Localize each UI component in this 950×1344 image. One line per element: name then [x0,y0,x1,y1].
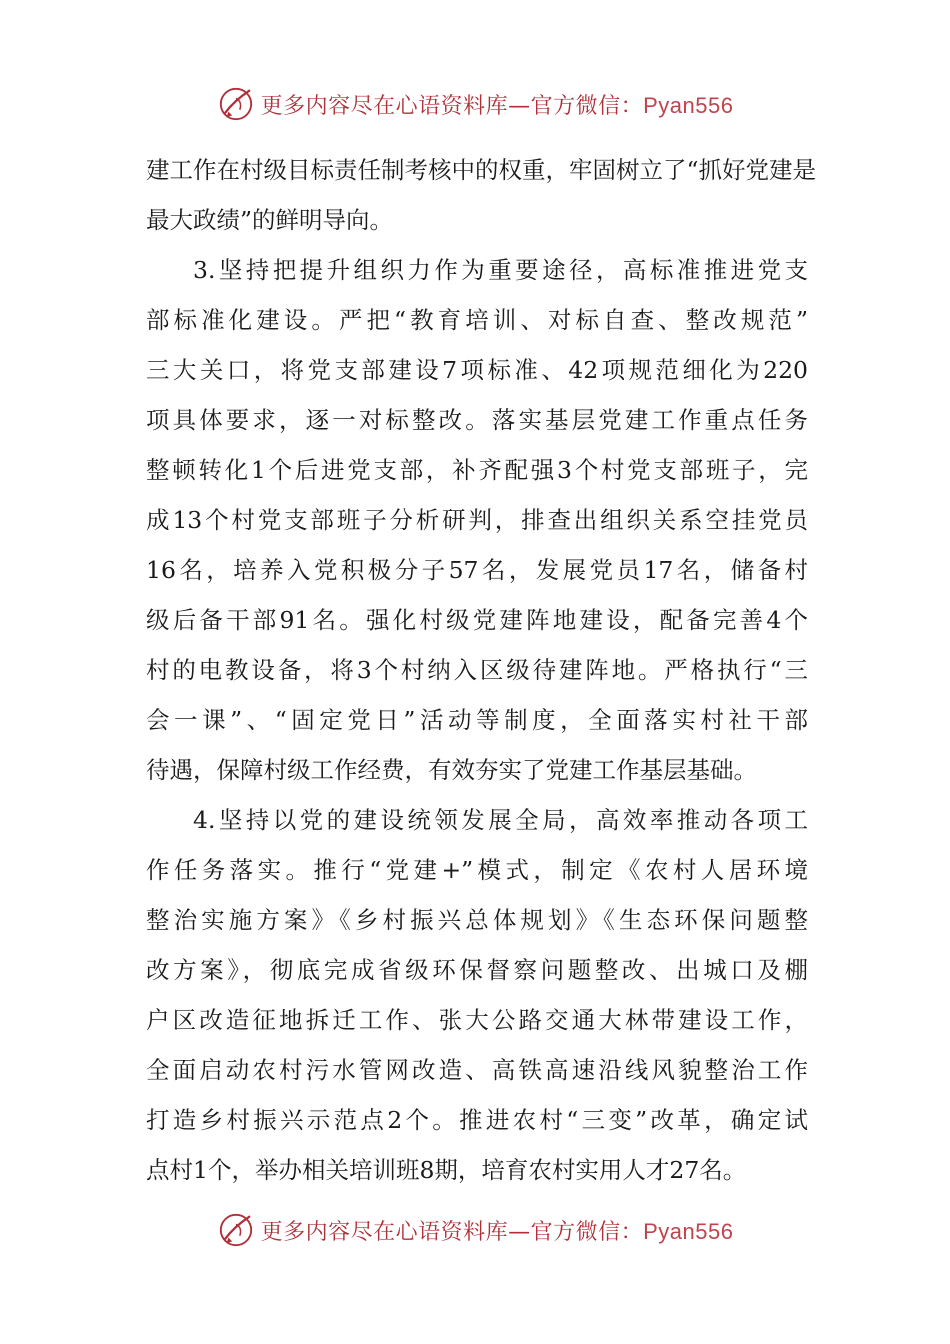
text-line: 三大关口，将党支部建设7项标准、42项规范细化为220 [146,356,808,384]
pen-logo-icon [217,85,255,123]
watermark-slogan: 更多内容尽在心语资料库—官方微信： [260,1219,644,1245]
paragraph [146,245,808,795]
text-line: 打造乡村振兴示范点2个。推进农村“三变”改革，确定试 [146,1106,808,1134]
paragraph [146,795,808,1195]
text-line: 改方案》，彻底完成省级环保督察问题整改、出城口及棚 [146,956,808,984]
text-line: 会一课”、“固定党日”活动等制度，全面落实村社干部 [146,706,808,734]
watermark-slogan: 更多内容尽在心语资料库—官方微信： [260,93,644,119]
watermark-wechat-id: Pyan556 [643,92,734,118]
text-line: 全面启动农村污水管网改造、高铁高速沿线风貌整治工作 [146,1056,808,1084]
text-line: 点村1个，举办相关培训班8期，培育农村实用人才27名。 [146,1156,747,1184]
text-line: 项具体要求，逐一对标整改。落实基层党建工作重点任务 [146,406,808,434]
watermark-text [261,89,734,120]
watermark-text [261,1215,734,1246]
text-line: 户区改造征地拆迁工作、张大公路交通大林带建设工作， [146,1006,808,1034]
text-line: 整治实施方案》《乡村振兴总体规划》《生态环保问题整 [146,906,808,934]
text-line: 4.坚持以党的建设统领发展全局，高效率推动各项工 [193,806,808,834]
text-line: 作任务落实。推行“党建+”模式，制定《农村人居环境 [146,856,808,884]
text-line: 成13个村党支部班子分析研判，排查出组织关系空挂党员 [146,506,808,534]
footer-watermark [0,1208,950,1252]
text-line: 建工作在村级目标责任制考核中的权重，牢固树立了“抓好党建是 [146,156,817,184]
text-line: 整顿转化1个后进党支部，补齐配强3个村党支部班子，完 [146,456,808,484]
text-line: 部标准化建设。严把“教育培训、对标自查、整改规范” [146,306,808,334]
pen-logo-icon [217,1211,255,1249]
text-line: 3.坚持把提升组织力作为重要途径，高标准推进党支 [193,256,808,284]
paragraph [146,145,817,245]
text-line: 待遇，保障村级工作经费，有效夯实了党建工作基层基础。 [146,756,757,784]
text-line: 级后备干部91名。强化村级党建阵地建设，配备完善4个 [146,606,808,634]
watermark-wechat-id: Pyan556 [643,1218,734,1244]
document-body [146,145,817,1195]
text-line: 村的电教设备，将3个村纳入区级待建阵地。严格执行“三 [146,656,808,684]
text-line: 16名，培养入党积极分子57名，发展党员17名，储备村 [146,556,808,584]
header-watermark [0,82,950,126]
text-line: 最大政绩”的鲜明导向。 [146,206,394,234]
